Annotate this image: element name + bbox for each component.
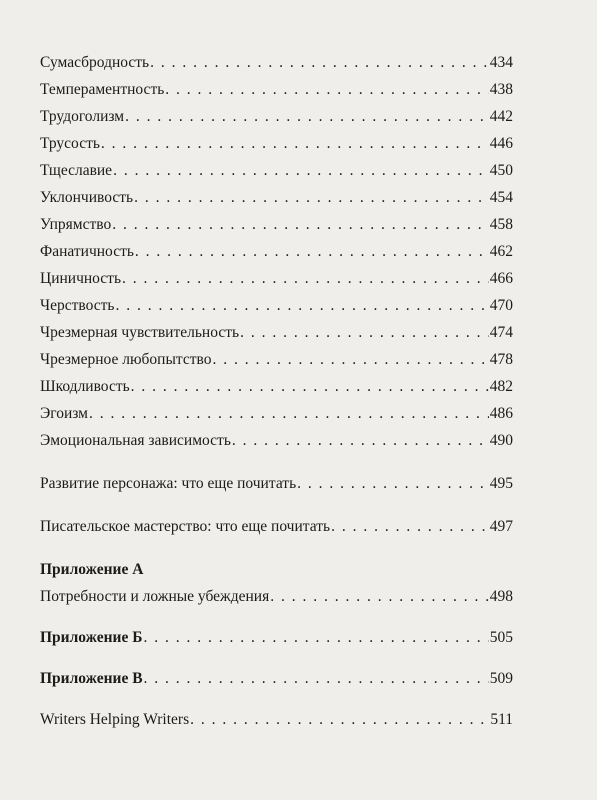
toc-entry-title: Приложение В bbox=[40, 670, 143, 687]
toc-entry-page: 478 bbox=[489, 351, 513, 368]
toc-entry-title: Сумасбродность bbox=[40, 54, 150, 71]
toc-entry-page: 490 bbox=[489, 432, 513, 449]
toc-entry-page: 446 bbox=[489, 135, 513, 152]
section-spacer bbox=[40, 497, 513, 513]
toc-entry bbox=[40, 265, 513, 292]
leader-dots bbox=[270, 583, 489, 610]
toc-entry bbox=[40, 346, 513, 373]
toc-entry bbox=[40, 238, 513, 265]
toc-entry-title: Трудоголизм bbox=[40, 108, 125, 125]
leader-dots bbox=[165, 76, 488, 103]
toc-entry bbox=[40, 184, 513, 211]
leader-dots bbox=[143, 624, 488, 651]
toc-entry-title: Циничность bbox=[40, 270, 122, 287]
toc-entry-character-reading bbox=[40, 470, 513, 497]
section-spacer bbox=[40, 610, 513, 624]
leader-dots bbox=[190, 706, 489, 733]
toc-entry-page: 462 bbox=[489, 243, 513, 260]
toc-entry-title: Трусость bbox=[40, 135, 100, 152]
leader-dots bbox=[150, 49, 489, 76]
leader-dots bbox=[232, 427, 489, 454]
leader-dots bbox=[89, 400, 489, 427]
toc-entry-title: Упрямство bbox=[40, 216, 112, 233]
toc-entry-page: 454 bbox=[489, 189, 513, 206]
leader-dots bbox=[101, 130, 489, 157]
toc-entry-page: 498 bbox=[489, 588, 513, 605]
toc-entry-page: 450 bbox=[489, 162, 513, 179]
toc-entry bbox=[40, 211, 513, 238]
toc-entry-title: Чрезмерная чувствительность bbox=[40, 324, 240, 341]
leader-dots bbox=[240, 319, 489, 346]
leader-dots bbox=[125, 103, 489, 130]
toc-entry-title: Писательское мастерство: что еще почитать bbox=[40, 518, 331, 535]
toc-entry-title: Эмоциональная зависимость bbox=[40, 432, 231, 449]
toc-entry bbox=[40, 292, 513, 319]
toc-entry-title: Writers Helping Writers bbox=[40, 711, 190, 728]
leader-dots bbox=[115, 292, 488, 319]
toc-entry-title: Темпераментность bbox=[40, 81, 165, 98]
appendix-a-heading: Приложение А bbox=[40, 561, 144, 578]
section-spacer bbox=[40, 540, 513, 556]
toc-entry-title: Фанатичность bbox=[40, 243, 134, 260]
toc-entry-page: 438 bbox=[489, 81, 513, 98]
table-of-contents bbox=[40, 49, 513, 733]
section-spacer bbox=[40, 454, 513, 470]
toc-entry-appendix-a bbox=[40, 583, 513, 610]
toc-entry bbox=[40, 427, 513, 454]
toc-entry-appendix-v bbox=[40, 665, 513, 692]
section-spacer bbox=[40, 651, 513, 665]
toc-entry-title: Потребности и ложные убеждения bbox=[40, 588, 270, 605]
toc-entry bbox=[40, 49, 513, 76]
toc-entry-title: Приложение Б bbox=[40, 629, 143, 646]
toc-entry-page: 509 bbox=[489, 670, 513, 687]
toc-entry-title: Развитие персонажа: что еще почитать bbox=[40, 475, 297, 492]
leader-dots bbox=[112, 211, 489, 238]
leader-dots bbox=[212, 346, 488, 373]
leader-dots bbox=[297, 470, 489, 497]
toc-entry-page: 458 bbox=[489, 216, 513, 233]
section-spacer bbox=[40, 692, 513, 706]
toc-entry-page: 482 bbox=[489, 378, 513, 395]
toc-entry-title: Шкодливость bbox=[40, 378, 130, 395]
toc-entry-title: Тщеславие bbox=[40, 162, 113, 179]
leader-dots bbox=[134, 184, 489, 211]
toc-entry-page: 442 bbox=[489, 108, 513, 125]
leader-dots bbox=[331, 513, 489, 540]
toc-entry-writing-reading bbox=[40, 513, 513, 540]
toc-entry-page: 495 bbox=[489, 475, 513, 492]
toc-entry bbox=[40, 400, 513, 427]
leader-dots bbox=[131, 373, 489, 400]
toc-entry-page: 505 bbox=[489, 629, 513, 646]
toc-entry-page: 470 bbox=[489, 297, 513, 314]
toc-entry-title: Эгоизм bbox=[40, 405, 88, 422]
toc-entry-page: 497 bbox=[489, 518, 513, 535]
toc-entry bbox=[40, 319, 513, 346]
leader-dots bbox=[113, 157, 489, 184]
toc-entry-page: 434 bbox=[489, 54, 513, 71]
toc-entry-title: Уклончивость bbox=[40, 189, 134, 206]
toc-entry-page: 466 bbox=[489, 270, 513, 287]
toc-entry-title: Черствость bbox=[40, 297, 115, 314]
toc-entry bbox=[40, 373, 513, 400]
toc-entry bbox=[40, 130, 513, 157]
toc-entry bbox=[40, 157, 513, 184]
toc-entry bbox=[40, 76, 513, 103]
toc-entry-page: 486 bbox=[489, 405, 513, 422]
toc-entry-page: 511 bbox=[490, 711, 513, 728]
toc-entry bbox=[40, 103, 513, 130]
toc-entry-writers-helping-writers bbox=[40, 706, 513, 733]
toc-entry-title: Чрезмерное любопытство bbox=[40, 351, 212, 368]
toc-entry-page: 474 bbox=[489, 324, 513, 341]
leader-dots bbox=[144, 665, 489, 692]
toc-entry-appendix-b bbox=[40, 624, 513, 651]
leader-dots bbox=[135, 238, 489, 265]
leader-dots bbox=[122, 265, 489, 292]
